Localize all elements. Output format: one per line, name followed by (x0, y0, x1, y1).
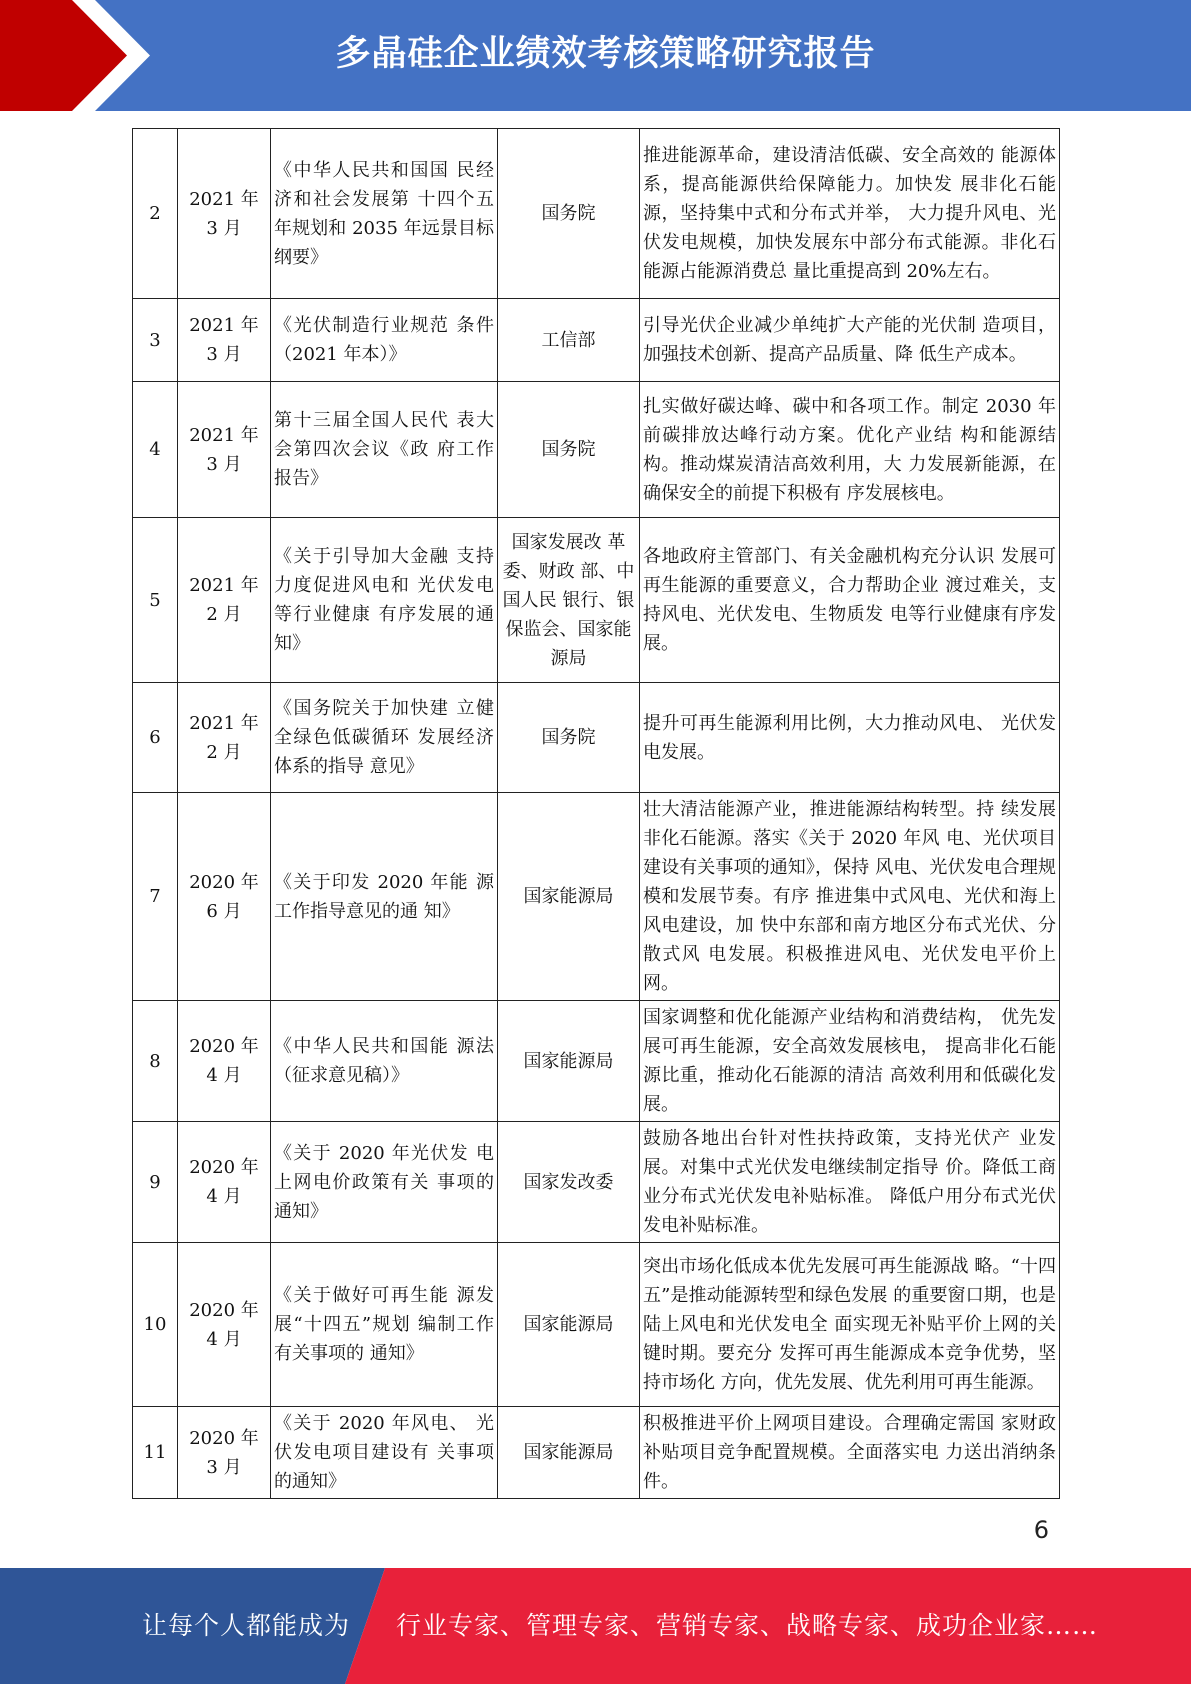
row-issuer: 国务院 (498, 382, 640, 518)
row-number: 4 (133, 382, 178, 518)
row-issuer: 国家能源局 (498, 793, 640, 1001)
row-number: 2 (133, 129, 178, 299)
table-row (133, 299, 1060, 382)
row-issuer: 国务院 (498, 683, 640, 793)
row-content: 各地政府主管部门、有关金融机构充分认识 发展可再生能源的重要意义，合力帮助企业 渡过难关，支持风电、光伏发电、生物质发 电等行业健康有序发展。 (640, 518, 1060, 683)
table-row (133, 1001, 1060, 1122)
row-content: 提升可再生能源利用比例，大力推动风电、 光伏发电发展。 (640, 683, 1060, 793)
row-policy-title: 第十三届全国人民代 表大会第四次会议《政 府工作报告》 (271, 382, 498, 518)
page-title: 多晶硅企业绩效考核策略研究报告 (335, 34, 876, 74)
row-number: 11 (133, 1407, 178, 1499)
row-policy-title: 《关于 2020 年光伏发 电上网电价政策有关 事项的通知》 (271, 1122, 498, 1243)
row-policy-title: 《中华人民共和国国 民经济和社会发展第 十四个五年规划和 2035 年远景目标纲要》 (271, 129, 498, 299)
table-row (133, 683, 1060, 793)
row-date: 2021 年 2 月 (178, 683, 271, 793)
row-number: 3 (133, 299, 178, 382)
page-footer (0, 1568, 1191, 1684)
row-number: 9 (133, 1122, 178, 1243)
row-date: 2021 年 3 月 (178, 382, 271, 518)
row-date: 2021 年 2 月 (178, 518, 271, 683)
row-policy-title: 《国务院关于加快建 立健全绿色低碳循环 发展经济体系的指导 意见》 (271, 683, 498, 793)
table-row (133, 129, 1060, 299)
table-row (133, 382, 1060, 518)
page-header (0, 0, 1191, 111)
row-date: 2021 年 3 月 (178, 129, 271, 299)
footer-slogan-right: 行业专家、管理专家、营销专家、战略专家、成功企业家…… (396, 1611, 1099, 1640)
table-row (133, 1122, 1060, 1243)
row-content: 引导光伏企业减少单纯扩大产能的光伏制 造项目，加强技术创新、提高产品质量、降 低生产成本。 (640, 299, 1060, 382)
table-row (133, 793, 1060, 1001)
row-number: 8 (133, 1001, 178, 1122)
row-content: 突出市场化低成本优先发展可再生能源战 略。“十四五”是推动能源转型和绿色发展 的重要窗口期，也是陆上风电和光伏发电全 面实现无补贴平价上网的关键时期。要充分 发挥可再生能源成本竞争优势，坚持市场化 方向，优先发展、优先利用可再生能源。 (640, 1243, 1060, 1407)
row-date: 2020 年 4 月 (178, 1122, 271, 1243)
row-number: 5 (133, 518, 178, 683)
row-content: 积极推进平价上网项目建设。合理确定需国 家财政补贴项目竞争配置规模。全面落实电 力送出消纳条件。 (640, 1407, 1060, 1499)
row-content: 国家调整和优化能源产业结构和消费结构， 优先发展可再生能源，安全高效发展核电， 提高非化石能源比重，推动化石能源的清洁 高效利用和低碳化发展。 (640, 1001, 1060, 1122)
row-number: 7 (133, 793, 178, 1001)
footer-slogan-left: 让每个人都能成为 (142, 1611, 351, 1640)
row-date: 2020 年 4 月 (178, 1001, 271, 1122)
row-issuer: 工信部 (498, 299, 640, 382)
row-issuer: 国务院 (498, 129, 640, 299)
row-content: 推进能源革命，建设清洁低碳、安全高效的 能源体系，提高能源供给保障能力。加快发 展非化石能源，坚持集中式和分布式并举， 大力提升风电、光伏发电规模，加快发展东中部分布式能源。非化石能源占能源消费总 量比重提高到 20%左右。 (640, 129, 1060, 299)
policy-table (132, 128, 1060, 1499)
row-policy-title: 《关于 2020 年风电、 光伏发电项目建设有 关事项的通知》 (271, 1407, 498, 1499)
row-date: 2020 年 4 月 (178, 1243, 271, 1407)
row-number: 6 (133, 683, 178, 793)
row-number: 10 (133, 1243, 178, 1407)
table-row (133, 1407, 1060, 1499)
table-row (133, 518, 1060, 683)
row-policy-title: 《关于引导加大金融 支持力度促进风电和 光伏发电等行业健康 有序发展的通知》 (271, 518, 498, 683)
row-content: 扎实做好碳达峰、碳中和各项工作。制定 2030 年前碳排放达峰行动方案。优化产业结 构和能源结构。推动煤炭清洁高效利用，大 力发展新能源，在确保安全的前提下积极有 序发展核电。 (640, 382, 1060, 518)
row-policy-title: 《关于印发 2020 年能 源工作指导意见的通 知》 (271, 793, 498, 1001)
row-issuer: 国家发改委 (498, 1122, 640, 1243)
row-issuer: 国家能源局 (498, 1243, 640, 1407)
row-issuer: 国家能源局 (498, 1407, 640, 1499)
row-date: 2020 年 3 月 (178, 1407, 271, 1499)
table-row (133, 1243, 1060, 1407)
row-content: 鼓励各地出台针对性扶持政策，支持光伏产 业发展。对集中式光伏发电继续制定指导 价。降低工商业分布式光伏发电补贴标准。 降低户用分布式光伏发电补贴标准。 (640, 1122, 1060, 1243)
row-content: 壮大清洁能源产业，推进能源结构转型。持 续发展非化石能源。落实《关于 2020 年风 电、光伏项目建设有关事项的通知》，保持 风电、光伏发电合理规模和发展节奏。有序 推进集中式风电、光伏和海上风电建设，加 快中东部和南方地区分布式光伏、分散式风 电发展。积极推进风电、光伏发电平价上网。 (640, 793, 1060, 1001)
row-issuer: 国家发展改 革委、财政 部、中国人民 银行、银保监会、国家能源局 (498, 518, 640, 683)
row-policy-title: 《光伏制造行业规范 条件（2021 年本）》 (271, 299, 498, 382)
page-number: 6 (1033, 1516, 1049, 1544)
row-policy-title: 《中华人民共和国能 源法（征求意见稿）》 (271, 1001, 498, 1122)
row-policy-title: 《关于做好可再生能 源发展“十四五”规划 编制工作有关事项的 通知》 (271, 1243, 498, 1407)
row-date: 2021 年 3 月 (178, 299, 271, 382)
row-date: 2020 年 6 月 (178, 793, 271, 1001)
row-issuer: 国家能源局 (498, 1001, 640, 1122)
